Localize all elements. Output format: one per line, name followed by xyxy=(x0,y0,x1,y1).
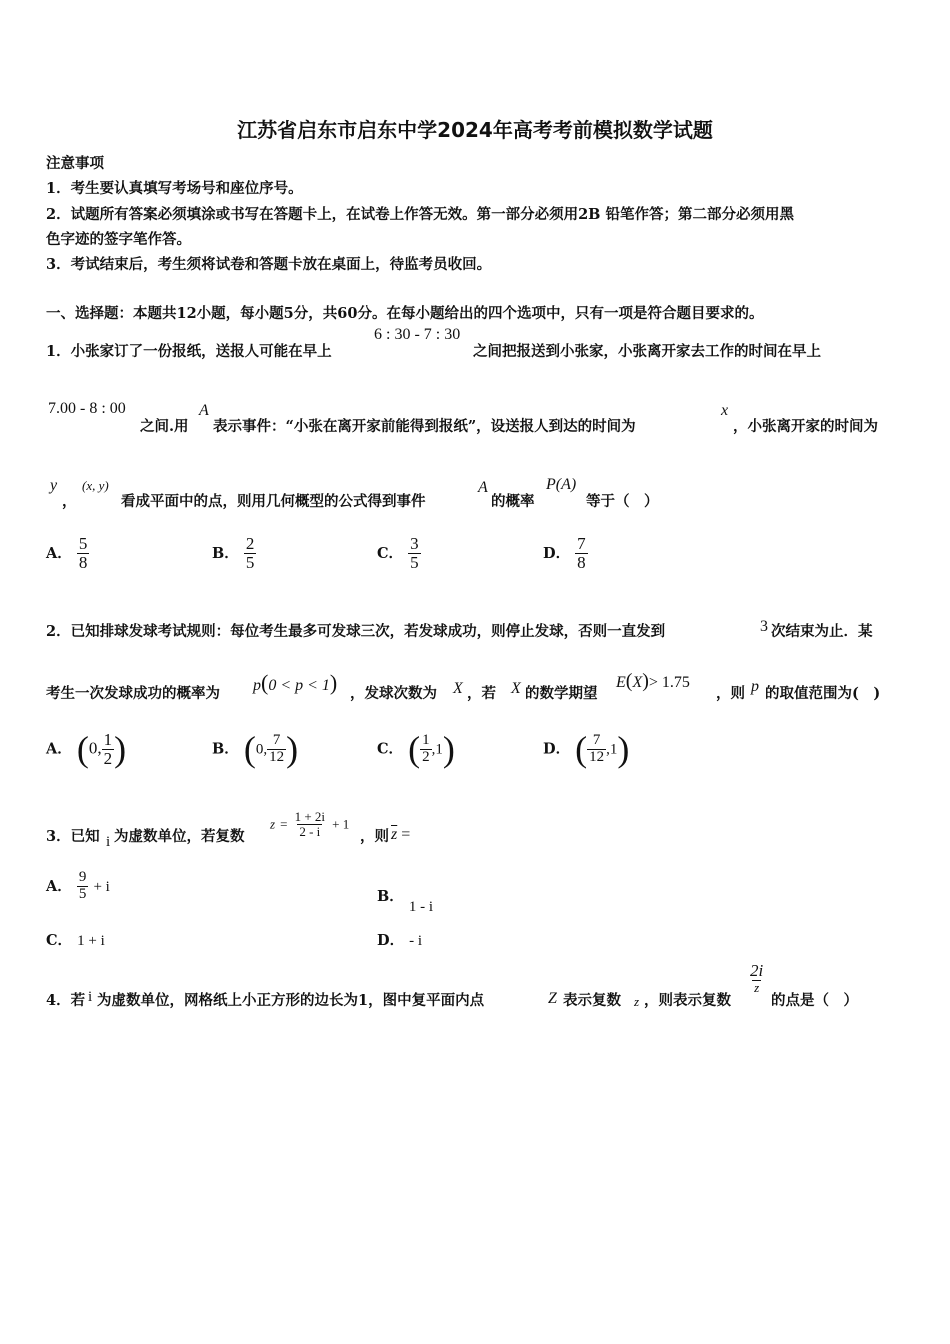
option-label: A． xyxy=(46,544,72,562)
var-z: z xyxy=(270,816,276,832)
q4-text: 的点是（ ） xyxy=(771,992,858,1009)
fraction-numerator: 3 xyxy=(410,534,419,553)
q3-text: 3．已知 xyxy=(46,828,100,845)
option-label: D． xyxy=(543,544,571,562)
q2-text: 次结束为止．某 xyxy=(771,623,873,640)
fraction-numerator: 7 xyxy=(592,731,601,748)
option-label: B． xyxy=(212,740,239,758)
q2-text: 的数学期望 xyxy=(525,685,598,702)
inequality: 0 < p < 1 xyxy=(268,677,330,694)
equals-sign: = xyxy=(401,826,411,843)
q3-text: 为虚数单位，若复数 xyxy=(114,828,245,845)
notice-item: 2．试题所有答案必须填涂或书写在答题卡上，在试卷上作答无效。第一部分必须用2B 铅笔作答；第二部分必须用黑 xyxy=(46,206,794,223)
section-heading: 一、选择题：本题共12小题，每小题5分，共60分。在每小题给出的四个选项中，只有一项是符合题目要求的。 xyxy=(46,305,764,322)
q4-fraction xyxy=(748,962,765,994)
q2-text: 考生一次发球成功的概率为 xyxy=(46,685,220,702)
fraction-denominator: 5 xyxy=(78,885,87,902)
q3-conjugate xyxy=(391,826,410,844)
q1-text: 之间把报送到小张家，小张离开家去工作的时间在早上 xyxy=(473,343,821,360)
q2-option-a[interactable]: A． (0, $\frac{1}{2}$ ) xyxy=(46,729,127,769)
plus-one: + 1 xyxy=(332,816,350,832)
expectation-x: X xyxy=(632,674,643,691)
fraction-numerator: 2 xyxy=(245,534,255,553)
q2-var-x: X xyxy=(511,680,521,697)
q1-probability: P(A) xyxy=(546,476,577,493)
q2-option-b[interactable]: B． (0, $\frac{7}{12}$ ) xyxy=(212,729,299,769)
q1-text: 的概率 xyxy=(491,493,535,510)
q1-text: 1．小张家订了一份报纸，送报人可能在早上 xyxy=(46,343,332,360)
fraction-denominator: 2 xyxy=(103,748,113,768)
expectation-bound: > 1.75 xyxy=(648,674,690,691)
interval-left: 0, xyxy=(255,741,268,758)
q2-option-c[interactable]: C． ( $\frac{1}{2}$ ,1) xyxy=(377,729,455,769)
fraction-denominator: 5 xyxy=(410,552,419,572)
fraction-denominator: 12 xyxy=(269,748,285,765)
q1-option-c[interactable] xyxy=(377,535,421,572)
q2-expectation: E(X)> 1.75 xyxy=(616,670,690,692)
fraction-numerator: 5 xyxy=(78,534,88,553)
q4-text: ，则表示复数 xyxy=(644,992,731,1009)
fraction-denominator: 8 xyxy=(78,552,88,572)
q3-option-d[interactable] xyxy=(377,929,422,950)
option-value: 1 - i xyxy=(408,899,434,915)
equals-sign: = xyxy=(280,816,288,832)
notice-item: 3．考试结束后，考生须将试卷和答题卡放在桌面上，待监考员收回。 xyxy=(46,256,492,273)
fraction-numerator: 7 xyxy=(272,731,281,748)
q4-var-z: z xyxy=(634,994,640,1009)
fraction-denominator: 12 xyxy=(589,748,605,765)
fraction-numerator: 1 + 2i xyxy=(294,809,326,824)
q1-text: 看成平面中的点，则用几何概型的公式得到事件 xyxy=(121,493,426,510)
q4-text: 表示复数 xyxy=(563,992,621,1009)
option-label: B． xyxy=(212,544,239,562)
q1-time-range-2: 7.00 - 8 : 00 xyxy=(48,400,126,417)
q2-text: ，发球次数为 xyxy=(350,685,437,702)
notice-item: 1．考生要认真填写考场号和座位序号。 xyxy=(46,180,303,197)
q2-text: ，则 xyxy=(716,685,745,702)
option-label: D． xyxy=(377,932,405,949)
q1-text: ， xyxy=(62,493,77,510)
option-value: + i xyxy=(93,878,110,895)
q2-var-x: X xyxy=(453,680,463,697)
option-label: C． xyxy=(46,932,73,949)
fraction-denominator: 2 xyxy=(422,748,430,765)
q2-text: 2．已知排球发球考试规则：每位考生最多可发球三次，若发球成功，则停止发球，否则一直发到 xyxy=(46,623,666,640)
q2-var-p: p xyxy=(751,678,759,695)
q1-var-y: y xyxy=(50,477,58,494)
q1-text: 表示事件：“小张在离开家前能得到报纸”，设送报人到达的时间为 xyxy=(213,418,636,435)
q4-point-z: Z xyxy=(548,990,557,1007)
q2-text: ，若 xyxy=(467,685,496,702)
interval-right: ,1 xyxy=(606,741,618,758)
option-value: 1 + i xyxy=(77,933,105,949)
q1-option-a[interactable] xyxy=(46,535,89,572)
q1-option-b[interactable] xyxy=(212,535,256,572)
q4-text: 为虚数单位，网格纸上小正方形的边长为1，图中复平面内点 xyxy=(97,992,485,1009)
q1-var-x: x xyxy=(721,402,729,419)
q3-option-b[interactable] xyxy=(377,885,434,915)
q2-text: 的取值范围为( ) xyxy=(765,685,881,702)
q1-text: 等于（ ） xyxy=(586,493,659,510)
notice-item: 色字迹的签字笔作答。 xyxy=(46,231,191,248)
q3-equation xyxy=(270,810,349,838)
q4-text: 4．若 xyxy=(46,992,86,1009)
option-value: - i xyxy=(409,933,423,949)
q3-text: ，则 xyxy=(360,828,389,845)
q1-text: ，小张离开家的时间为 xyxy=(733,418,878,435)
q2-number: 3 xyxy=(760,618,768,635)
q3-option-c[interactable] xyxy=(46,929,105,950)
expectation-e: E xyxy=(616,674,626,691)
interval-right: ,1 xyxy=(431,741,443,758)
q1-event-a: A xyxy=(478,479,488,496)
page-title: 江苏省启东市启东中学2024年高考考前模拟数学试题 xyxy=(237,118,713,142)
fraction-denominator: z xyxy=(754,979,760,995)
option-label: C． xyxy=(377,740,404,758)
q2-option-d[interactable]: D． ( $\frac{7}{12}$ ,1) xyxy=(543,729,630,769)
q2-condition: p(0 < p < 1) xyxy=(253,670,338,695)
q1-time-range-1: 6 : 30 - 7 : 30 xyxy=(374,326,461,343)
q3-option-a[interactable] xyxy=(46,870,110,903)
fraction-numerator: 1 xyxy=(422,731,430,748)
q3-imag-unit: i xyxy=(106,834,111,850)
fraction-denominator: 5 xyxy=(245,552,255,572)
q1-option-d[interactable] xyxy=(543,535,588,572)
option-label: D． xyxy=(543,740,571,758)
fraction-numerator: 7 xyxy=(577,534,586,553)
fraction-denominator: 8 xyxy=(577,552,586,572)
q1-point-xy: (x, y) xyxy=(82,478,109,493)
option-label: A． xyxy=(46,740,72,758)
q1-text: 之间.用 xyxy=(140,418,189,435)
option-label: C． xyxy=(377,544,404,562)
fraction-numerator: 9 xyxy=(78,869,87,885)
option-label: A． xyxy=(46,877,72,895)
notice-heading: 注意事项 xyxy=(46,155,104,172)
z-bar: $\overline{z}$ xyxy=(391,826,398,843)
q1-event-a: A xyxy=(199,402,209,419)
q4-imag-unit: i xyxy=(88,989,93,1005)
interval-left: 0, xyxy=(88,738,102,758)
fraction-numerator: 1 xyxy=(103,729,113,749)
fraction-denominator: 2 - i xyxy=(299,823,321,839)
var-p: p xyxy=(253,677,261,694)
option-label: B． xyxy=(377,888,404,905)
fraction-numerator: 2i xyxy=(750,961,764,980)
